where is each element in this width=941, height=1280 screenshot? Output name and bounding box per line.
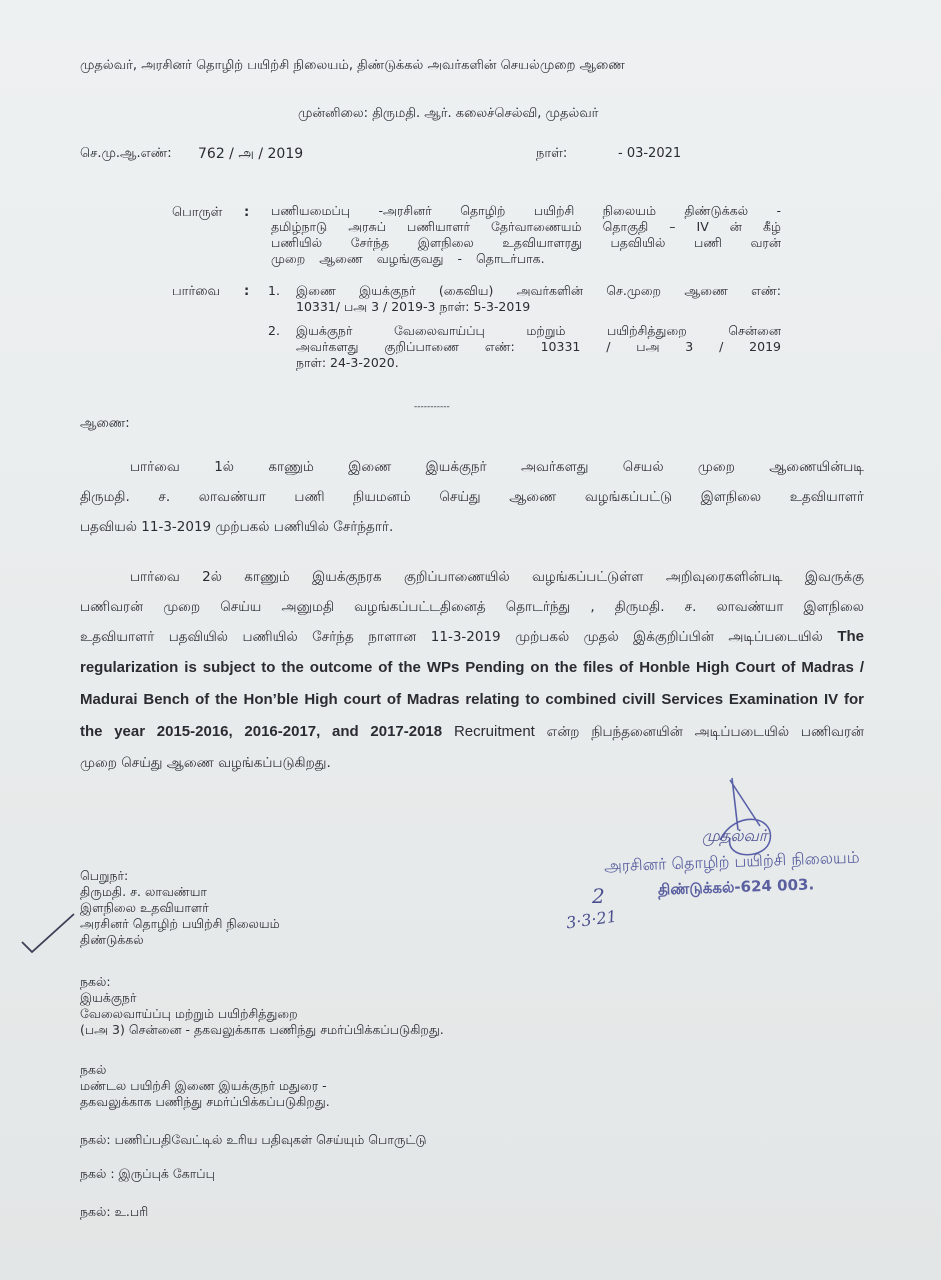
reference-line: 10331/ பஅ 3 / 2019-3 நாள்: 5-3-2019 (296, 299, 531, 314)
paragraph-english-line: regularization is subject to the outcome of the WPs Pending on the files of Honble High Court of Madras / (80, 659, 864, 676)
subject-line: முறை ஆணை வழங்குவது - தொடர்பாக. (271, 251, 545, 266)
subject-colon: : (244, 205, 250, 220)
copy-block-5: நகல்: உ.பரி (80, 1204, 149, 1219)
handwritten-date: 3·3·21 (564, 906, 618, 933)
recipient-line: திண்டுக்கல் (80, 932, 144, 947)
paragraph-line (80, 622, 864, 652)
reference-line: நாள்: 24-3-2020. (296, 355, 399, 370)
subject-label: பொருள் (172, 205, 223, 220)
recipient-line: இளநிலை உதவியாளர் (80, 900, 209, 915)
signature-text: முதல்வர் (702, 826, 768, 845)
reference-2-text (296, 323, 781, 371)
office-seal-line-2: திண்டுக்கல்-624 003. (657, 875, 815, 899)
recipient-line: அரசினர் தொழிற் பயிற்சி நிலையம் (80, 916, 280, 931)
paragraph-1 (80, 452, 864, 542)
recipient-label: பெறுநர்: (80, 868, 129, 883)
reference-line: இணை இயக்குநர் (கைவிய) அவர்களின் செ.முறை ஆணை எண்: (296, 283, 781, 298)
reference-line: இயக்குநர் வேலைவாய்ப்பு மற்றும் பயிற்சித்துறை சென்னை (296, 323, 781, 338)
tick-mark (18, 908, 78, 958)
order-heading: ஆணை: (80, 416, 130, 431)
paragraph-english-text: the year 2015-2016, 2016-2017, and 2017-2018 (80, 723, 443, 740)
paragraph-line: பார்வை 2ல் காணும் இயக்குநரக குறிப்பாணையில் வழங்கப்பட்டுள்ள அறிவுரைகளின்படி இவருக்கு (130, 569, 864, 585)
paragraph-line: பார்வை 1ல் காணும் இணை இயக்குநர் அவர்களது செயல் முறை ஆணையின்படி (130, 459, 864, 475)
paragraph-tamil-text: உதவியாளர் பதவியில் பணியில் சேர்ந்த நாளான 11-3-2019 முற்பகல் முதல் இக்குறிப்பின் அடிப்படையில் (80, 629, 823, 645)
paragraph-line: முறை செய்து ஆணை வழங்கப்படுகிறது. (80, 755, 331, 771)
paragraph-english-line: Madurai Bench of the Hon’ble High court of Madras relating to combined civill Services Examination IV for (80, 691, 864, 708)
copy-line: இயக்குநர் (80, 990, 137, 1005)
copy-line: (பஅ 3) சென்னை - தகவலுக்காக பணிந்து சமர்ப்பிக்கப்படுகிறது. (80, 1022, 444, 1037)
paragraph-english-text: Recruitment (453, 723, 535, 740)
copy-block-4: நகல் : இருப்புக் கோப்பு (80, 1166, 215, 1181)
date-label: நாள்: (536, 146, 568, 161)
date-value: - 03-2021 (618, 146, 682, 161)
paragraph-line (80, 716, 864, 748)
subject-line: தமிழ்நாடு அரசுப் பணியாளர் தேர்வாணையம் தொகுதி – IV ன் கீழ் (271, 219, 781, 234)
copy-line: நகல் (80, 1062, 107, 1077)
paragraph-tamil-text: என்ற நிபந்தனையின் அடிப்படையில் பணிவரன் (546, 724, 865, 740)
reference-line: அவர்களது குறிப்பாணை எண்: 10331 / பஅ 3 / 2019 (296, 339, 781, 354)
paragraph-line: திருமதி. ச. லாவண்யா பணி நியமனம் செய்து ஆணை வழங்கப்பட்டு இளநிலை உதவியாளர் (80, 489, 864, 505)
presence-line: முன்னிலை: திருமதி. ஆர். கலைச்செல்வி, முதல்வர் (298, 106, 599, 121)
reference-1-number: 1. (268, 283, 280, 298)
order-title: முதல்வர், அரசினர் தொழிற் பயிற்சி நிலையம், திண்டுக்கல் அவர்களின் செயல்முறை ஆணை (80, 58, 625, 73)
reference-1-text (296, 283, 781, 315)
copy-line: மண்டல பயிற்சி இணை இயக்குநர் மதுரை - (80, 1078, 327, 1093)
office-seal-line-1: அரசினர் தொழிற் பயிற்சி நிலையம் (603, 847, 860, 876)
references-colon: : (244, 284, 250, 299)
initial-mark: 2 (592, 884, 605, 908)
copy-line: நகல்: (80, 974, 111, 989)
references-label: பார்வை (172, 284, 221, 299)
recipient-line: திருமதி. ச. லாவண்யா (80, 884, 207, 899)
copy-line: தகவலுக்காக பணிந்து சமர்ப்பிக்கப்படுகிறது. (80, 1094, 330, 1109)
paragraph-2 (80, 562, 864, 778)
subject-line: பணியில் சேர்ந்த இளநிலை உதவியாளரது பதவியில் பணி வரன் (271, 235, 781, 250)
subject-line: பணியமைப்பு -அரசினர் தொழிற் பயிற்சி நிலையம் திண்டுக்கல் - (271, 203, 781, 218)
order-number-label: செ.மு.ஆ.எண்: (80, 146, 172, 161)
copy-block-1 (80, 974, 444, 1038)
separator: ----------- (414, 402, 450, 412)
copy-line: வேலைவாய்ப்பு மற்றும் பயிற்சித்துறை (80, 1006, 298, 1021)
copy-block-2 (80, 1062, 330, 1110)
subject-text (271, 203, 781, 267)
recipient-block (80, 868, 280, 948)
paragraph-english-text: The (837, 628, 864, 645)
order-number-value: 762 / அ / 2019 (198, 146, 304, 162)
reference-2-number: 2. (268, 323, 280, 338)
paragraph-line: பதவியல் 11-3-2019 முற்பகல் பணியில் சேர்ந்தார். (80, 519, 394, 535)
paragraph-line: பணிவரன் முறை செய்ய அனுமதி வழங்கப்பட்டதினைத் தொடர்ந்து , திருமதி. ச. லாவண்யா இளநிலை (80, 599, 864, 615)
copy-block-3: நகல்: பணிப்பதிவேட்டில் உரிய பதிவுகள் செய்யும் பொருட்டு (80, 1132, 427, 1147)
